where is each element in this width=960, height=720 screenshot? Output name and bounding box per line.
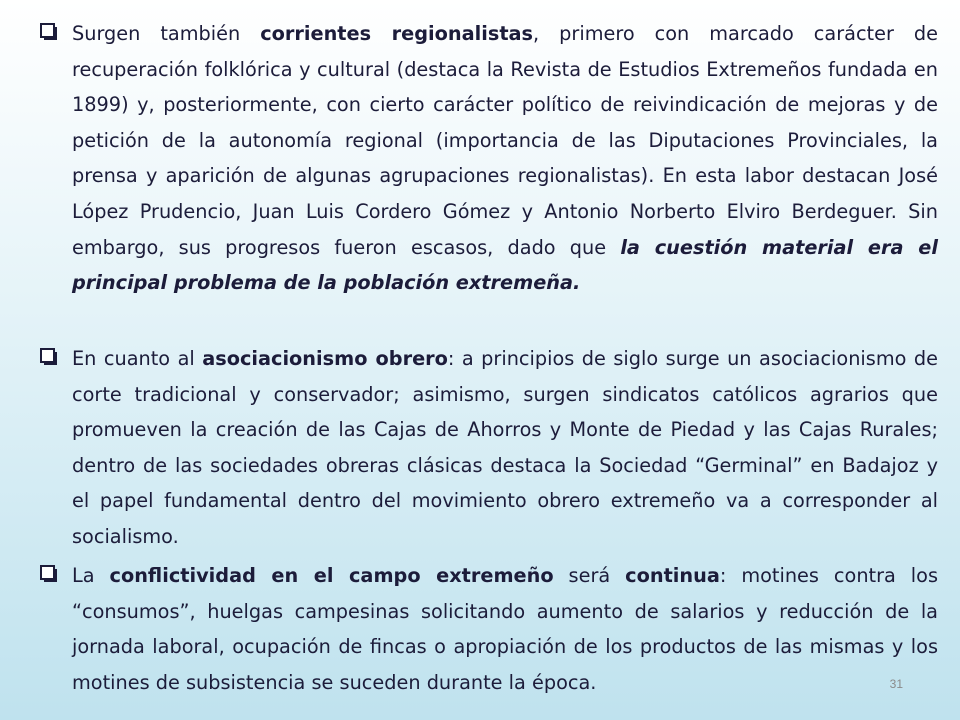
bullet-text <box>72 341 938 555</box>
bold-term: continua <box>625 564 720 587</box>
bold-term: asociacionismo obrero <box>202 347 448 370</box>
text-run: : motines contra los “consumos”, huelgas campesinas solicitando aumento de salarios y reducción de la jornada laboral, ocupación de fincas o apropiación de los productos de las mismas y los motines de subsistencia se suceden durante la época. <box>72 564 938 694</box>
text-run: En cuanto al <box>72 347 203 370</box>
bold-term: conflictividad en el campo extremeño <box>109 564 554 587</box>
checkbox-bullet-icon <box>40 565 58 583</box>
text-run: será <box>553 564 626 587</box>
bullet-text <box>72 558 938 700</box>
text-run: La <box>72 564 110 587</box>
bullet-text <box>72 16 938 301</box>
bullet-conflict <box>40 558 940 700</box>
bullet-regionalism <box>40 16 940 301</box>
text-run: , primero con marcado carácter de recuperación folklórica y cultural (destaca la Revista de Estudios Extremeños fundada en 1899) y, posteriormente, con cierto carácter político de reivindicación de mejoras y de petición de la autonomía regional (importancia de las Diputaciones Provinciales, la prensa y aparición de algunas agrupaciones regionalistas). En esta labor destacan José López Prudencio, Juan Luis Cordero Gómez y Antonio Norberto Elviro Berdeguer. Sin embargo, sus progresos fueron escasos, dado que <box>72 22 938 259</box>
text-run: Surgen también <box>72 22 261 45</box>
emphasis-text: la cuestión material era el principal problema de la población extremeña. <box>72 235 938 295</box>
bold-term: corrientes regionalistas <box>260 22 534 45</box>
checkbox-bullet-icon <box>40 348 58 366</box>
bullet-associationism <box>40 341 940 555</box>
page-number: 31 <box>889 677 903 691</box>
checkbox-bullet-icon <box>40 23 58 41</box>
text-run: : a principios de siglo surge un asociacionismo de corte tradicional y conservador; asimismo, surgen sindicatos católicos agrarios que promueven la creación de las Cajas de Ahorros y Monte de Piedad y las Cajas Rurales; dentro de las sociedades obreras clásicas destaca la Sociedad “Germinal” en Badajoz y el papel fundamental dentro del movimiento obrero extremeño va a corresponder al socialismo. <box>72 347 938 548</box>
